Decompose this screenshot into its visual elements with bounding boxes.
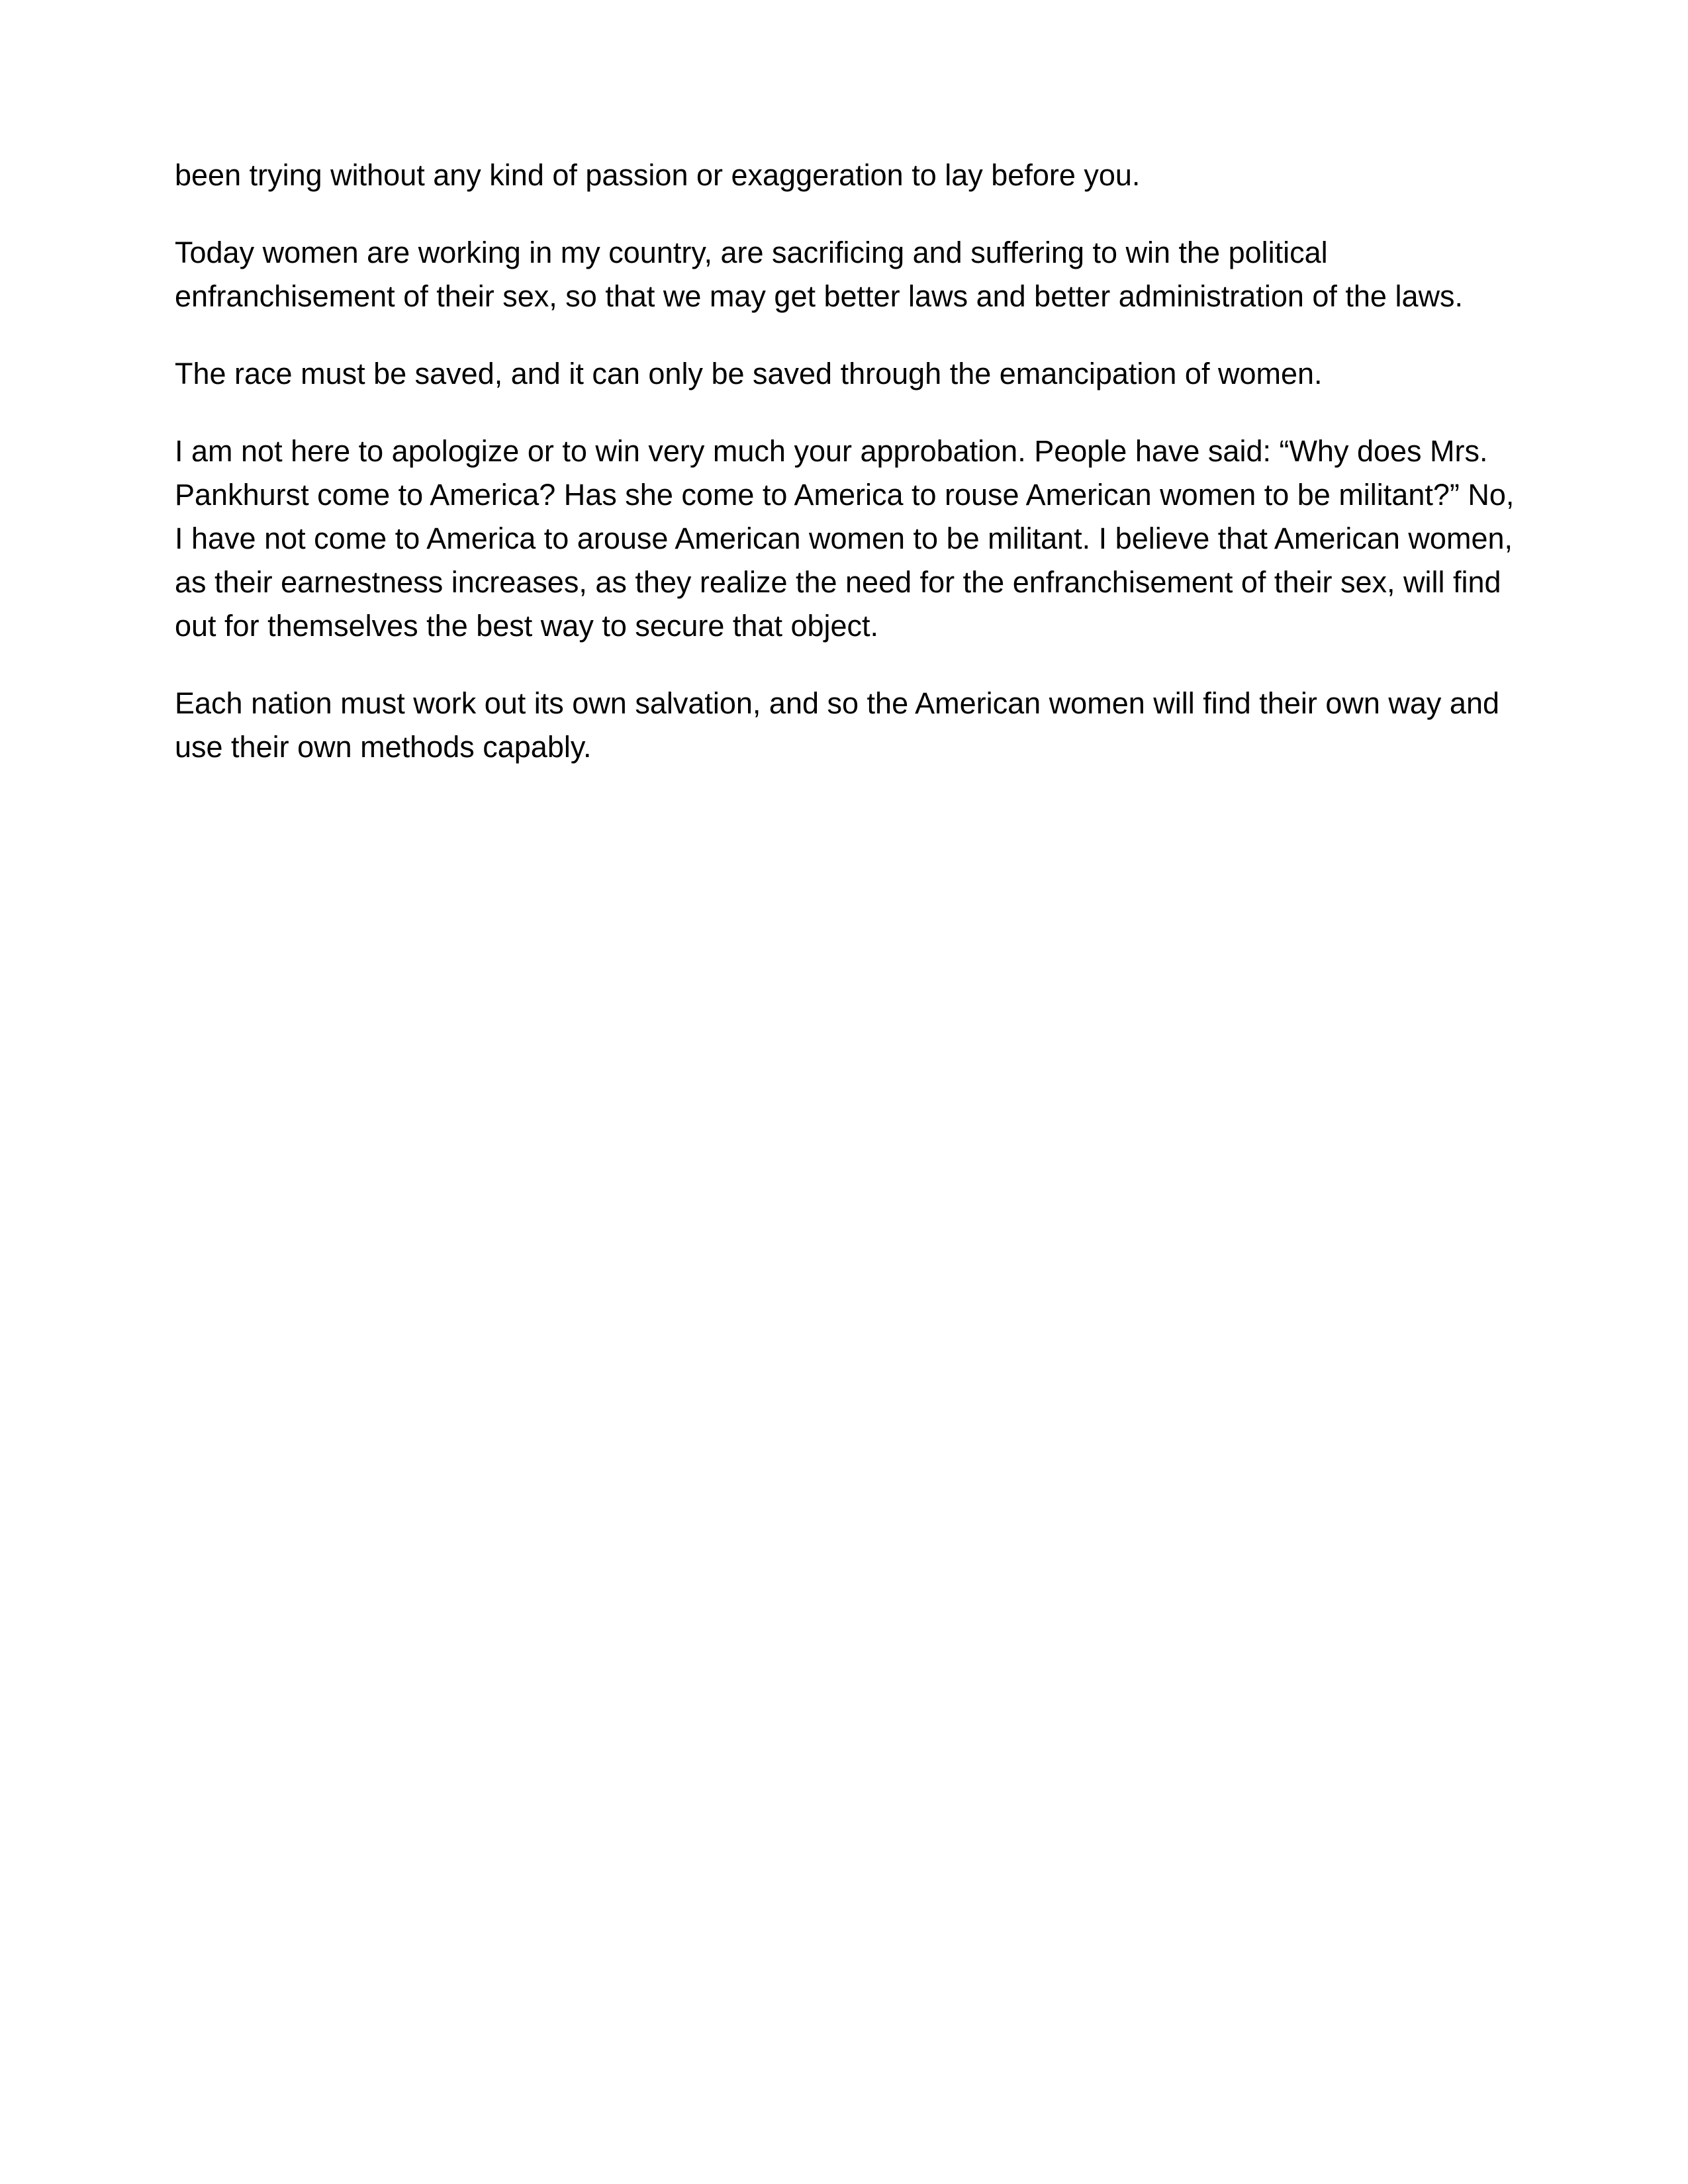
document-body — [175, 154, 1525, 769]
paragraph-5: Each nation must work out its own salvation, and so the American women will find their own way and use their own methods capably. — [175, 686, 1500, 764]
paragraph-1: been trying without any kind of passion or exaggeration to lay before you. — [175, 158, 1141, 192]
paragraph-4: I am not here to apologize or to win very much your approbation. People have said: “Why does Mrs. Pankhurst come to America? Has she come to America to rouse American women to be militant?” No, I have not come to America to arouse American women to be militant. I believe that American women, as their earnestness increases, as they realize the need for the enfranchisement of their sex, will find out for themselves the best way to secure that object. — [175, 434, 1515, 643]
paragraph-3: The race must be saved, and it can only be saved through the emancipation of women. — [175, 357, 1323, 390]
paragraph-2: Today women are working in my country, are sacrificing and suffering to win the political enfranchisement of their sex, so that we may get better laws and better administration of the laws. — [175, 236, 1463, 313]
